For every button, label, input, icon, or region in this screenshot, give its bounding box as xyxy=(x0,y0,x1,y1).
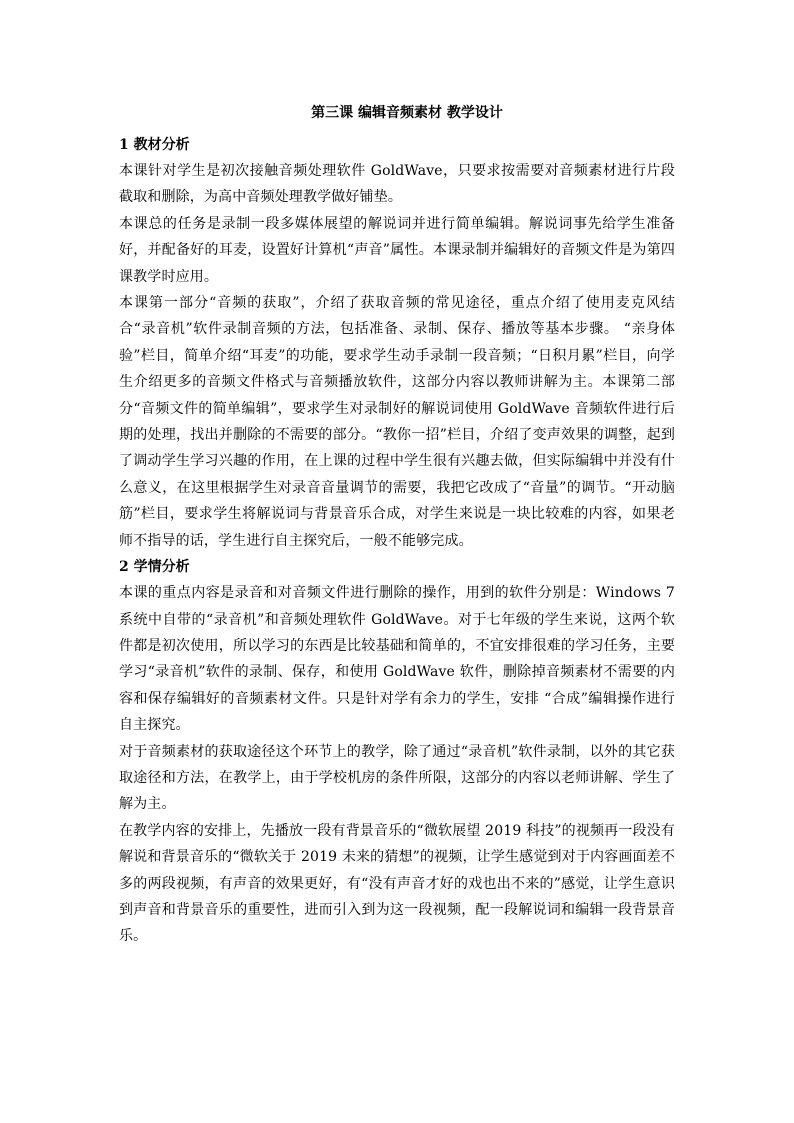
section-heading-learner-analysis: 2 学情分析 xyxy=(119,559,190,576)
document-title: 第三课 编辑音频素材 教学设计 xyxy=(311,105,503,121)
paragraph: 在教学内容的安排上，先播放一段有背景音乐的“微软展望 2019 科技”的视频再一段没有解说和背景音乐的“微软关于 2019 未来的猜想”的视频，让学生感觉到对于内容画面差不多的两段视频，有声音的效果更好，有“没有声音才好的戏也出不来的”感觉，让学生意识到声音和背景音乐的重要性，进而引入到为这一段视频，配一段解说词和编辑一段背景音乐。 xyxy=(119,822,675,945)
document-body xyxy=(119,104,675,950)
paragraph: 对于音频素材的获取途径这个环节上的教学，除了通过“录音机”软件录制，以外的其它获取途径和方法，在教学上，由于学校机房的条件所限，这部分的内容以老师讲解、学生了解为主。 xyxy=(119,743,675,813)
paragraph: 本课第一部分“音频的获取”，介绍了获取音频的常见途径，重点介绍了使用麦克风结合“录音机”软件录制音频的方法，包括准备、录制、保存、播放等基本步骤。 “亲身体验”栏目，简单介绍“耳麦”的功能，要求学生动手录制一段音频；“日积月累”栏目，向学生介绍更多的音频文件格式与音频播放软件，这部分内容以教师讲解为主。本课第二部分“音频文件的简单编辑”，要求学生对录制好的解说词使用 GoldWave 音频软件进行后期的处理，找出并删除的不需要的部分。“教你一招”栏目，介绍了变声效果的调整，起到了调动学生学习兴趣的作用，在上课的过程中学生很有兴趣去做，但实际编辑中并没有什么意义，在这里根据学生对录音音量调节的需要，我把它改成了“音量”的调节。“开动脑筋”栏目，要求学生将解说词与背景音乐合成，对学生来说是一块比较难的内容，如果老师不指导的话，学生进行自主探究后，一般不能够完成。 xyxy=(119,295,675,549)
section-heading-textbook-analysis: 1 教材分析 xyxy=(119,137,190,153)
paragraph: 本课总的任务是录制一段多媒体展望的解说词并进行简单编辑。解说词事先给学生准备好，并配备好的耳麦，设置好计算机“声音”属性。本课录制并编辑好的音频文件是为第四课教学时应用。 xyxy=(119,215,675,285)
paragraph: 本课针对学生是初次接触音频处理软件 GoldWave，只要求按需要对音频素材进行片段截取和删除，为高中音频处理教学做好铺垫。 xyxy=(119,163,675,206)
paragraph: 本课的重点内容是录音和对音频文件进行删除的操作，用到的软件分别是：Windows 7 系统中自带的“录音机”和音频处理软件 GoldWave。对于七年级的学生来说，这两个软件都是初次使用，所以学习的东西是比较基础和简单的，不宜安排很难的学习任务，主要学习“录音机”软件的录制、保存，和使用 GoldWave 软件，删除掉音频素材不需要的内容和保存编辑好的音频素材文件。只是针对学有余力的学生，安排 “合成”编辑操作进行自主探究。 xyxy=(119,585,675,734)
